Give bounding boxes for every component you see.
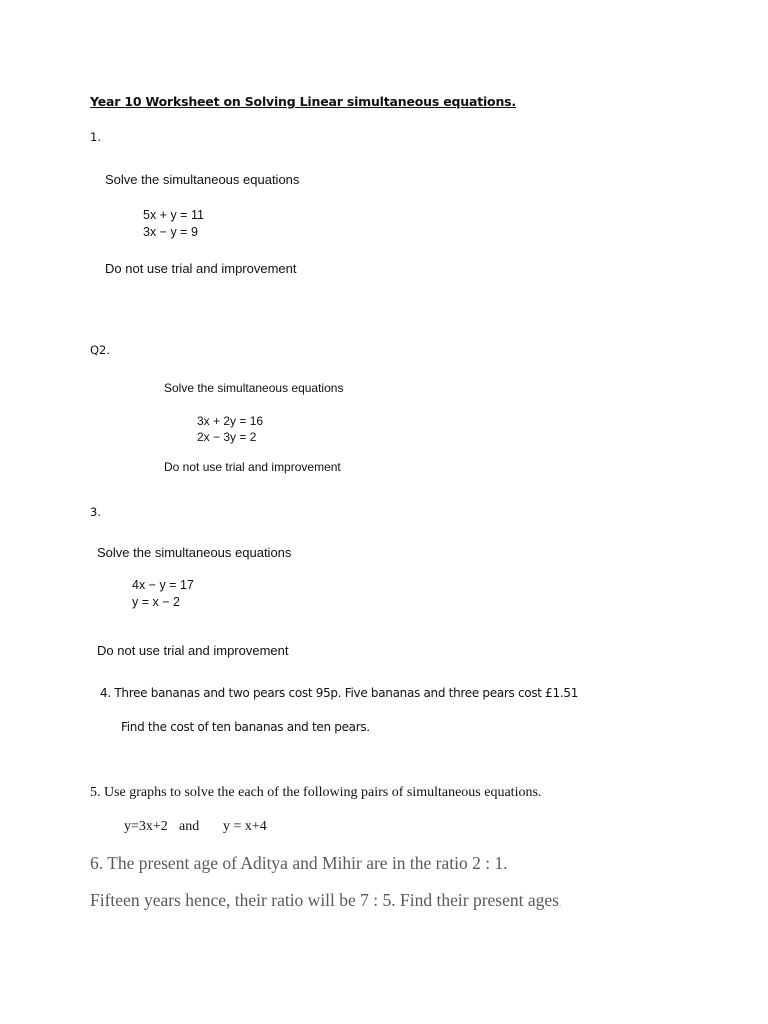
- question-1-prompt: Solve the simultaneous equations: [105, 172, 300, 187]
- worksheet-title: Year 10 Worksheet on Solving Linear simultaneous equations.: [90, 94, 516, 109]
- question-4-subtext: Find the cost of ten bananas and ten pears.: [121, 720, 370, 734]
- question-5-equation-b: y = x+4: [223, 819, 267, 834]
- question-3-equation-2: y = x − 2: [132, 595, 180, 609]
- question-2-equation-2: 2x − 3y = 2: [197, 430, 257, 444]
- question-1-equation-2: 3x − y = 9: [143, 225, 198, 239]
- question-6-subtext-main: Fifteen years hence, their ratio will be 7 : 5. Find their present ages: [90, 890, 559, 910]
- question-3-equation-1: 4x − y = 17: [132, 578, 194, 592]
- question-1-number: 1.: [90, 130, 101, 144]
- question-6-subtext-tail: .: [558, 898, 562, 908]
- question-1-note: Do not use trial and improvement: [105, 261, 297, 276]
- question-5-text: 5. Use graphs to solve the each of the following pairs of simultaneous equations.: [90, 785, 542, 800]
- question-4-text: 4. Three bananas and two pears cost 95p. Five bananas and three pears cost £1.51: [100, 686, 579, 700]
- question-2-note: Do not use trial and improvement: [164, 460, 341, 474]
- question-2-number: Q2.: [90, 343, 111, 357]
- question-2-prompt: Solve the simultaneous equations: [164, 381, 344, 395]
- question-3-prompt: Solve the simultaneous equations: [97, 545, 292, 560]
- question-6-text: 6. The present age of Aditya and Mihir are in the ratio 2 : 1.: [90, 853, 508, 873]
- question-1-equation-1: 5x + y = 11: [143, 208, 204, 222]
- question-6-subtext: [90, 890, 561, 911]
- question-3-number: 3.: [90, 505, 101, 519]
- question-5-equation-a: y=3x+2: [124, 819, 168, 834]
- question-2-equation-1: 3x + 2y = 16: [197, 414, 264, 428]
- question-3-note: Do not use trial and improvement: [97, 643, 289, 658]
- question-5-joiner: and: [179, 819, 200, 834]
